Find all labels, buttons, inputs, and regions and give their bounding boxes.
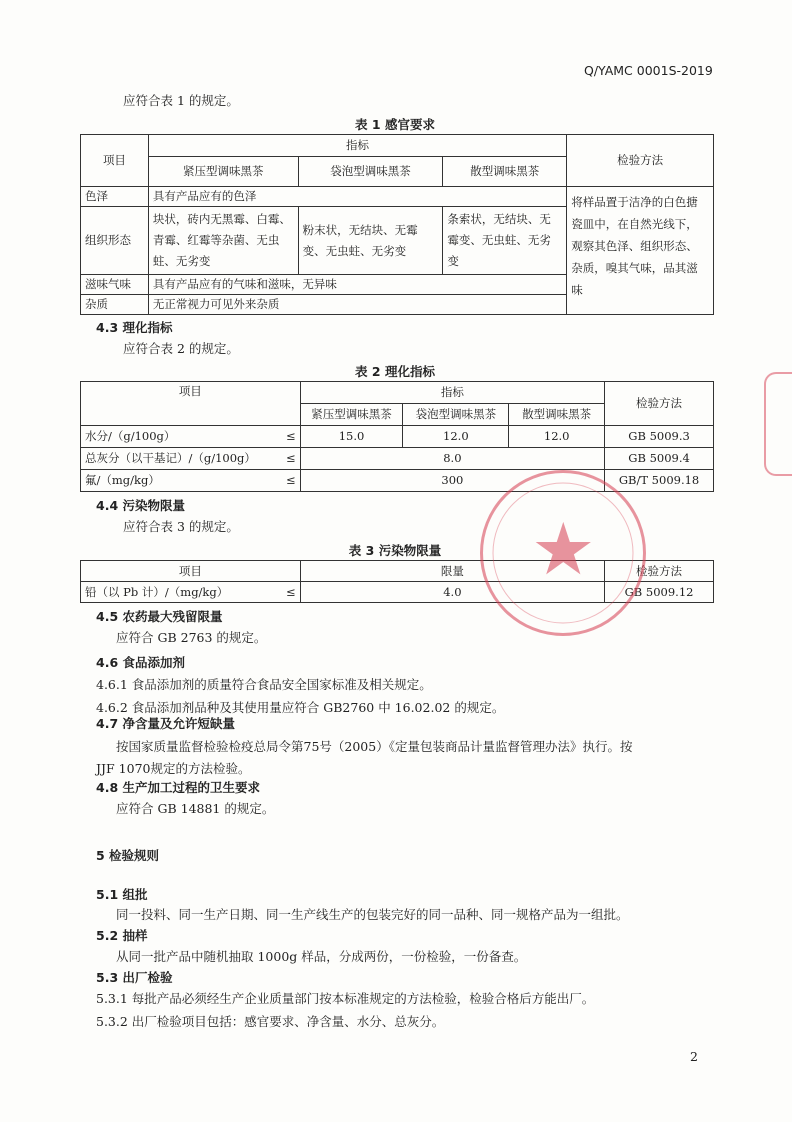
t1-head-index: 指标 [148, 135, 566, 157]
section-4-5-title: 4.5 农药最大残留限量 [96, 609, 223, 624]
t3-lead-limit: 4.0 [300, 582, 604, 603]
t2-fluorine-op: ≤ [285, 473, 296, 487]
t1-tissue-label: 组织形态 [81, 207, 149, 275]
t2-ash-value: 8.0 [300, 448, 604, 470]
t1-color-label: 色泽 [81, 187, 149, 207]
t3-head-item: 项目 [81, 561, 301, 582]
t2-head-item: 项目 [81, 382, 301, 426]
seal-ring [483, 473, 643, 633]
t3-head-method: 检验方法 [605, 561, 714, 582]
t1-sub-compressed: 紧压型调味黑茶 [148, 157, 298, 187]
doc-code: Q/YAMC 0001S-2019 [584, 63, 713, 78]
t2-sub-bag: 袋泡型调味黑茶 [403, 404, 509, 426]
t1-head-method: 检验方法 [567, 135, 714, 187]
t2-row-fluorine [81, 470, 301, 492]
section-5-2-title: 5.2 抽样 [96, 928, 148, 943]
edge-seal-fragment [764, 372, 792, 476]
t2-sub-loose: 散型调味黑茶 [509, 404, 605, 426]
section-4-6-title: 4.6 食品添加剂 [96, 655, 185, 670]
intro-text: 应符合表 1 的规定。 [123, 93, 239, 108]
section-5-title: 5 检验规则 [96, 848, 160, 863]
section-5-2-body: 从同一批产品中随机抽取 1000g 样品，分成两份，一份检验，一份备查。 [116, 949, 527, 964]
t1-tissue-bag: 粉末状，无结块、无霉变、无虫蛀、无劣变 [298, 207, 443, 275]
section-4-7-title: 4.7 净含量及允许短缺量 [96, 716, 235, 731]
section-4-3-body: 应符合表 2 的规定。 [123, 341, 239, 356]
section-5-3-2: 5.3.2 出厂检验项目包括：感官要求、净含量、水分、总灰分。 [96, 1014, 445, 1029]
t2-row-moisture [81, 426, 301, 448]
section-4-3-title: 4.3 理化指标 [96, 320, 173, 335]
t3-head-limit: 限量 [300, 561, 604, 582]
section-4-7-line1: 按国家质量监督检验检疫总局令第75号（2005）《定量包装商品计量监督管理办法》执行。按 [116, 739, 633, 754]
section-5-3-title: 5.3 出厂检验 [96, 970, 173, 985]
t1-tissue-loose: 条索状，无结块、无霉变、无虫蛀、无劣变 [443, 207, 567, 275]
t1-tissue-compressed: 块状，砖内无黑霉、白霉、青霉、红霉等杂菌、无虫蛀、无劣变 [148, 207, 298, 275]
page-number: 2 [690, 1049, 698, 1064]
t2-moisture-op: ≤ [285, 429, 296, 443]
t1-impurity-value: 无正常视力可见外来杂质 [148, 295, 566, 315]
table3-caption: 表 3 污染物限量 [348, 543, 442, 558]
t2-moisture-v3: 12.0 [509, 426, 605, 448]
t2-row-ash [81, 448, 301, 470]
t1-color-value: 具有产品应有的色泽 [148, 187, 566, 207]
t3-lead-method: GB 5009.12 [605, 582, 714, 603]
t2-ash-item: 总灰分（以干基记）/（g/100g） [85, 451, 256, 465]
t1-impurity-label: 杂质 [81, 295, 149, 315]
section-4-6-1: 4.6.1 食品添加剂的质量符合食品安全国家标准及相关规定。 [96, 677, 432, 692]
section-5-1-title: 5.1 组批 [96, 887, 148, 902]
section-5-3-1: 5.3.1 每批产品必须经生产企业质量部门按本标准规定的方法检验，检验合格后方能出厂。 [96, 991, 595, 1006]
t1-sub-loose: 散型调味黑茶 [443, 157, 567, 187]
t2-ash-op: ≤ [285, 451, 296, 465]
t1-method-text: 将样品置于洁净的白色搪瓷皿中，在自然光线下，观察其色泽、组织形态、杂质，嗅其气味，品其滋味 [567, 187, 714, 315]
t2-moisture-method: GB 5009.3 [605, 426, 714, 448]
section-4-8-title: 4.8 生产加工过程的卫生要求 [96, 780, 260, 795]
table2-caption: 表 2 理化指标 [355, 364, 435, 379]
section-5-1-body: 同一投料、同一生产日期、同一生产线生产的包装完好的同一品种、同一规格产品为一组批。 [116, 907, 629, 922]
t2-moisture-v1: 15.0 [300, 426, 403, 448]
t3-lead-op: ≤ [286, 584, 296, 599]
company-seal [480, 470, 646, 636]
t2-moisture-item: 水分/（g/100g） [85, 429, 176, 443]
section-4-7-line2: JJF 1070规定的方法检验。 [96, 761, 251, 776]
section-4-4-body: 应符合表 3 的规定。 [123, 519, 239, 534]
t2-sub-compressed: 紧压型调味黑茶 [300, 404, 403, 426]
section-4-4-title: 4.4 污染物限量 [96, 498, 185, 513]
t2-ash-method: GB 5009.4 [605, 448, 714, 470]
section-4-5-body: 应符合 GB 2763 的规定。 [116, 630, 267, 645]
t2-fluorine-method: GB/T 5009.18 [605, 470, 714, 492]
table1-sensory [80, 134, 714, 315]
section-4-6-2: 4.6.2 食品添加剂品种及其使用量应符合 GB2760 中 16.02.02 的规定。 [96, 700, 505, 715]
t3-lead-item: 铅（以 Pb 计）/（mg/kg） [85, 584, 229, 599]
t2-head-method: 检验方法 [605, 382, 714, 426]
section-4-8-body: 应符合 GB 14881 的规定。 [116, 801, 275, 816]
t2-fluorine-item: 氟/（mg/kg） [85, 473, 160, 487]
t1-smell-value: 具有产品应有的气味和滋味，无异味 [148, 275, 566, 295]
t3-row-lead [81, 582, 301, 603]
t1-sub-bag: 袋泡型调味黑茶 [298, 157, 443, 187]
t1-head-item: 项目 [81, 135, 149, 187]
t2-fluorine-value: 300 [300, 470, 604, 492]
seal-star-icon: ★ [531, 507, 596, 591]
t2-head-index: 指标 [300, 382, 604, 404]
table1-caption: 表 1 感官要求 [355, 117, 435, 132]
t1-smell-label: 滋味气味 [81, 275, 149, 295]
t2-moisture-v2: 12.0 [403, 426, 509, 448]
